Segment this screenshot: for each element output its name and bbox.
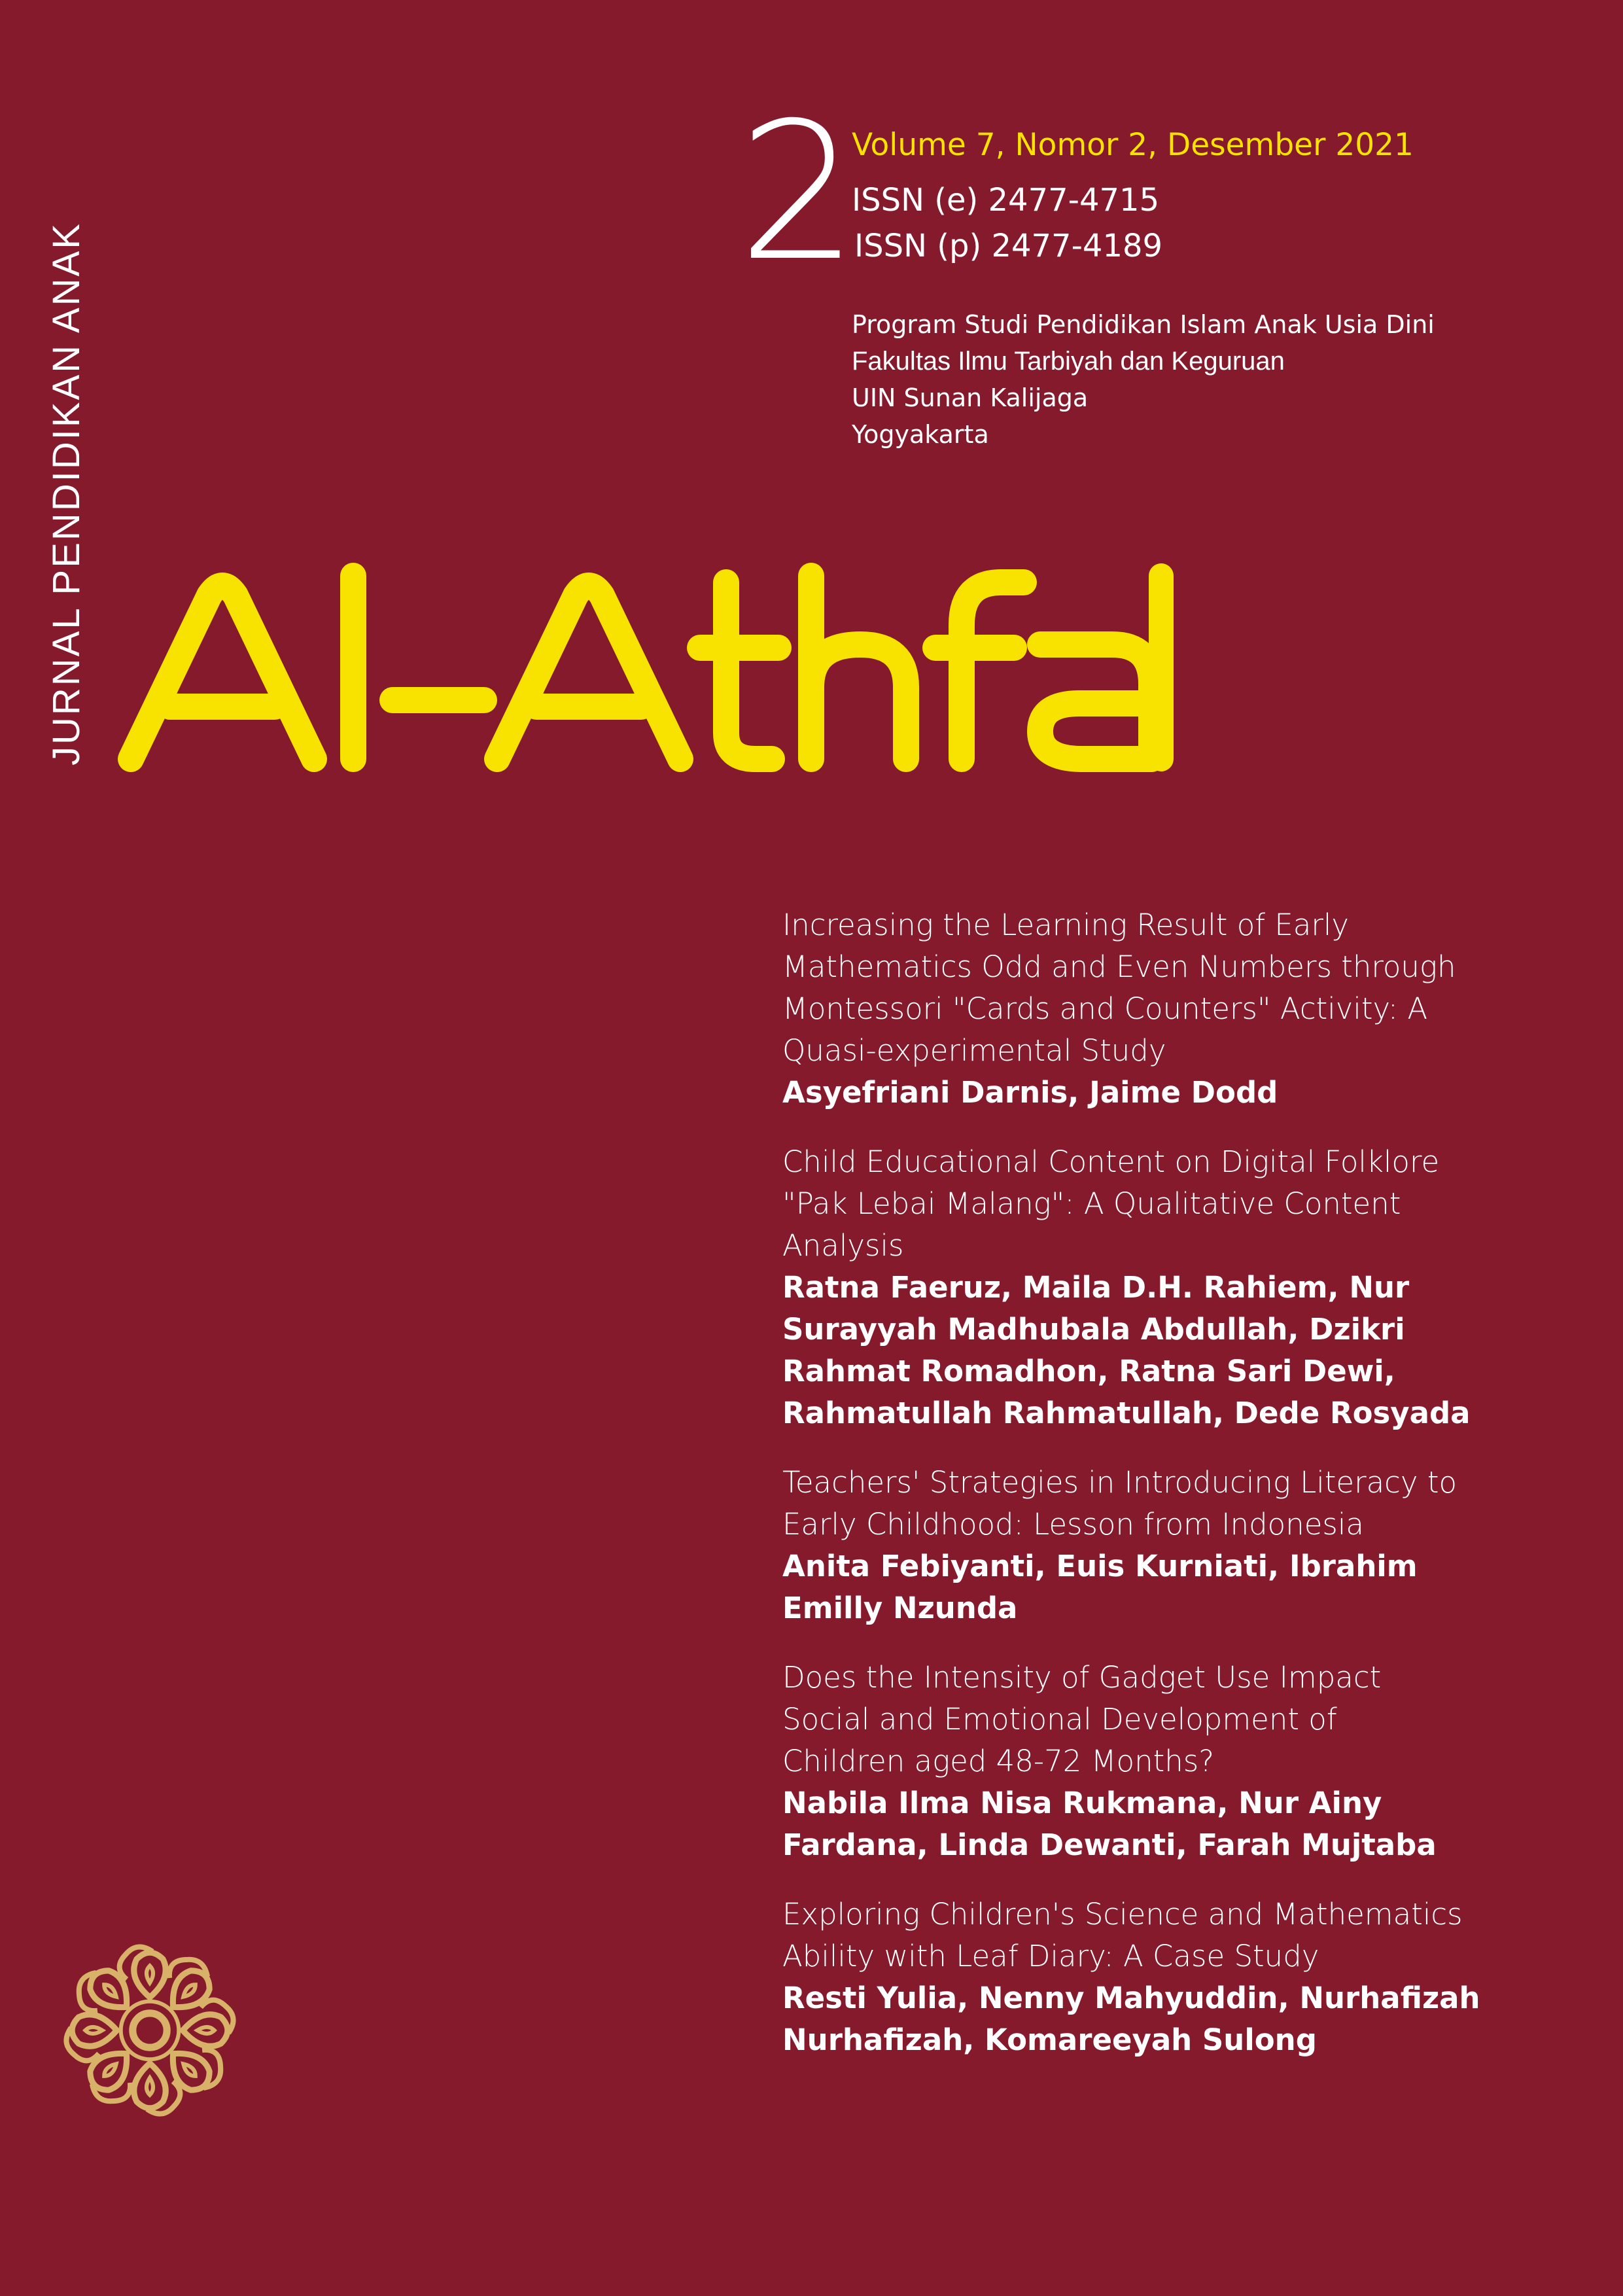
article-entry — [782, 1894, 1522, 2061]
article-authors-line: Anita Febiyanti, Euis Kurniati, Ibrahim — [782, 1549, 1418, 1583]
article-authors-line: Resti Yulia, Nenny Mahyuddin, Nurhafizah — [782, 1981, 1480, 2015]
article-title-line: Teachers' Strategies in Introducing Literacy to — [782, 1465, 1457, 1500]
floral-rosette-icon — [58, 1938, 242, 2123]
article-authors-line: Rahmat Romadhon, Ratna Sari Dewi, — [782, 1354, 1395, 1388]
article-entry — [782, 1141, 1522, 1434]
article-title-line: Increasing the Learning Result of Early — [782, 908, 1350, 942]
article-title-line: Ability with Leaf Diary: A Case Study — [782, 1939, 1319, 1973]
article-title-line: Quasi-experimental Study — [782, 1033, 1166, 1068]
volume-line: Volume 7, Nomor 2, Desember 2021 — [852, 127, 1414, 163]
journal-logotype — [118, 563, 1178, 779]
article-entry — [782, 1462, 1522, 1629]
article-authors-line: Emilly Nzunda — [782, 1591, 1018, 1625]
article-title-line: Montessori "Cards and Counters" Activity: A — [782, 991, 1428, 1026]
spine-journal-label: JURNAL PENDIDIKAN ANAK — [45, 222, 88, 766]
article-authors-line: Ratna Faeruz, Maila D.H. Rahiem, Nur — [782, 1270, 1410, 1305]
article-title-line: Children aged 48-72 Months? — [782, 1744, 1215, 1778]
article-authors-line: Asyefriani Darnis, Jaime Dodd — [782, 1075, 1278, 1110]
institution-line-university: UIN Sunan Kalijaga — [852, 383, 1089, 412]
issn-electronic: ISSN (e) 2477-4715 — [852, 182, 1160, 219]
institution-line-city: Yogyakarta — [852, 420, 989, 449]
institution-line-program: Program Studi Pendidikan Islam Anak Usia Dini — [852, 310, 1435, 339]
article-title-line: Does the Intensity of Gadget Use Impact — [782, 1660, 1382, 1695]
article-entry — [782, 1657, 1522, 1866]
article-authors-line: Surayyah Madhubala Abdullah, Dzikri — [782, 1312, 1405, 1347]
article-title-line: Child Educational Content on Digital Folklore — [782, 1144, 1440, 1179]
article-authors-line: Nabila Ilma Nisa Rukmana, Nur Ainy — [782, 1786, 1382, 1820]
article-title-line: Analysis — [782, 1228, 904, 1263]
table-of-contents — [782, 904, 1522, 2089]
article-authors-line: Fardana, Linda Dewanti, Farah Mujtaba — [782, 1828, 1437, 1862]
issn-print: ISSN (p) 2477-4189 — [854, 228, 1163, 264]
article-authors-line: Rahmatullah Rahmatullah, Dede Rosyada — [782, 1396, 1471, 1430]
article-title-line: Social and Emotional Development of — [782, 1702, 1337, 1737]
article-title-line: Exploring Children's Science and Mathematics — [782, 1897, 1463, 1932]
institution-line-faculty: Fakultas Ilmu Tarbiyah dan Keguruan — [852, 347, 1285, 376]
article-title-line: Early Childhood: Lesson from Indonesia — [782, 1507, 1364, 1542]
article-authors-line: Nurhafizah, Komareeyah Sulong — [782, 2022, 1317, 2057]
article-title-line: "Pak Lebai Malang": A Qualitative Content — [782, 1186, 1401, 1221]
article-title-line: Mathematics Odd and Even Numbers through — [782, 949, 1456, 984]
article-entry — [782, 904, 1522, 1114]
issue-number: 2 — [738, 82, 859, 303]
